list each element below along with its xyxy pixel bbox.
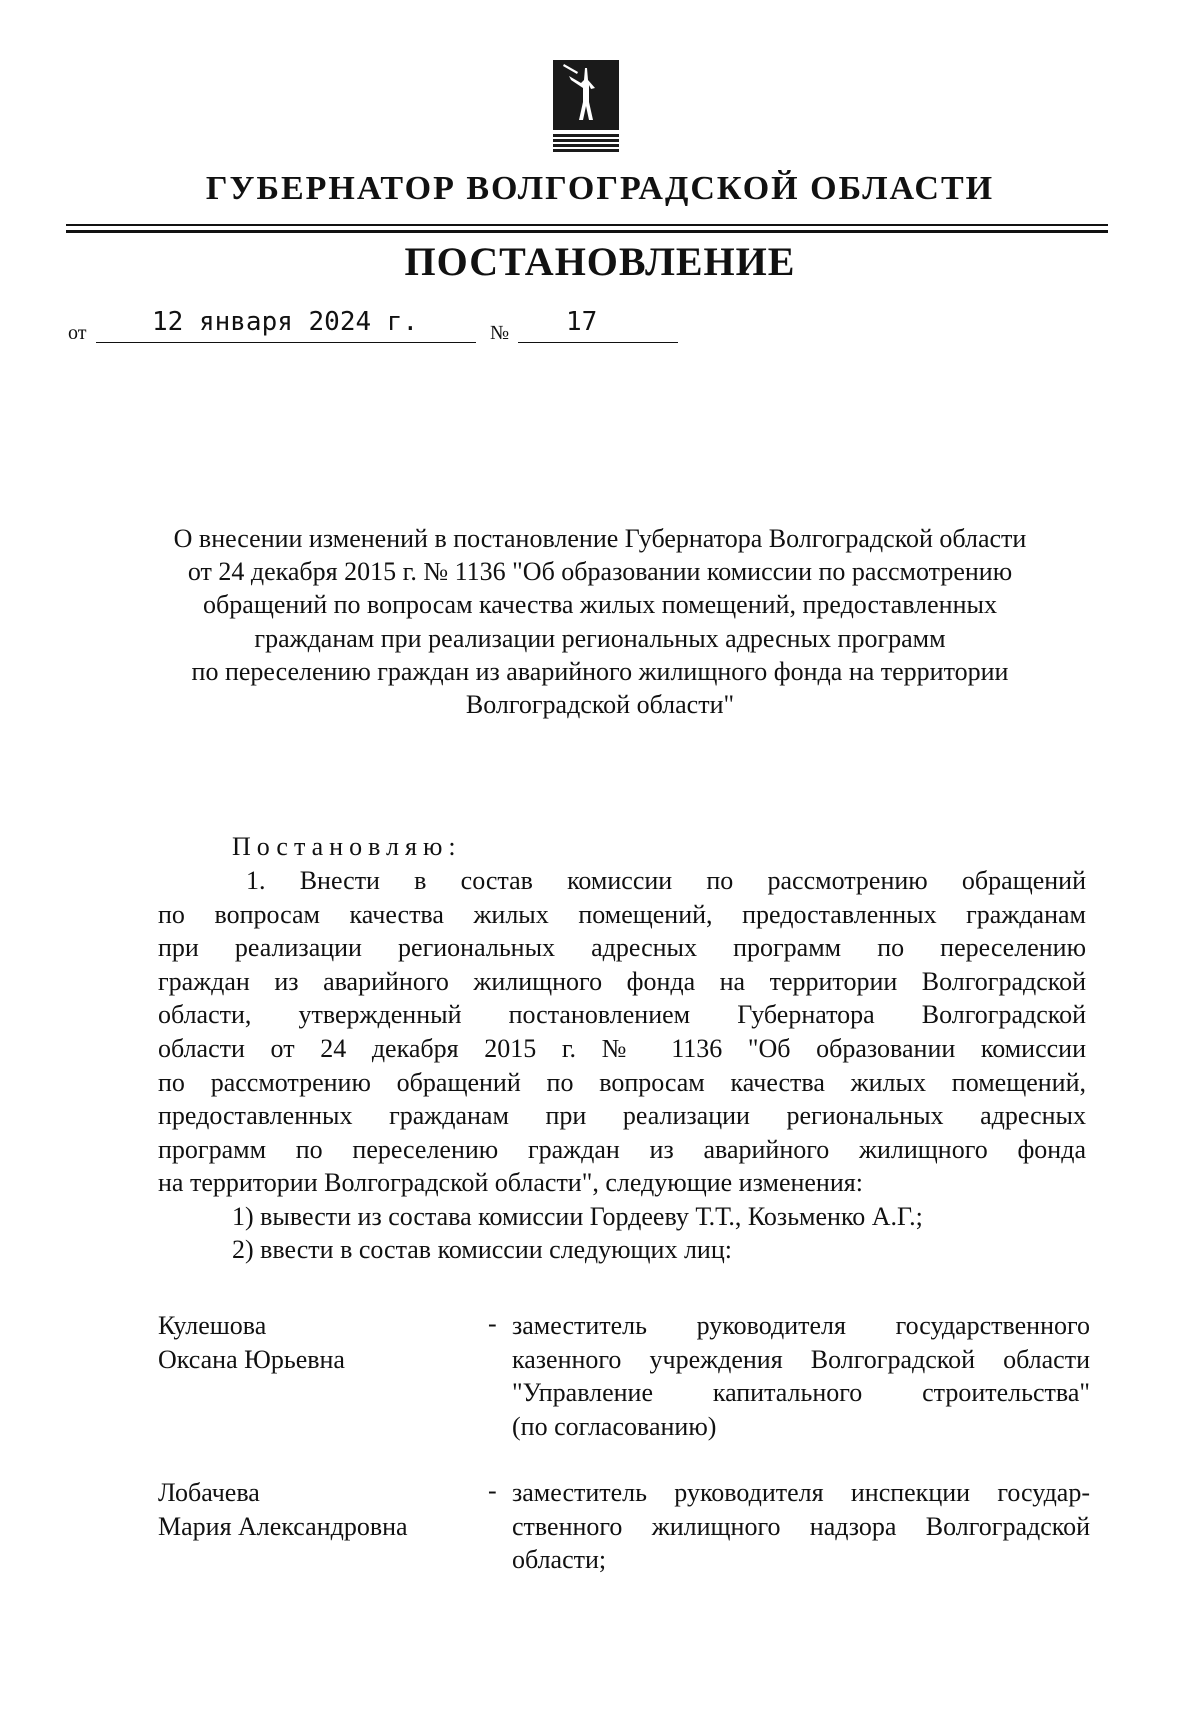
subject-line: О внесении изменений в постановление Губернатора Волгоградской области xyxy=(173,524,1027,553)
subject-line: по переселению граждан из аварийного жилищного фонда на территории xyxy=(191,656,1009,686)
position-line: "Управление капитального строительства" xyxy=(512,1378,1090,1407)
member-surname: Кулешова xyxy=(158,1311,267,1340)
position-line: заместитель руководителя государственного xyxy=(512,1311,1090,1340)
member-name xyxy=(158,1476,408,1543)
paragraph-line: по рассмотрению обращений по вопросам качества жилых помещений, xyxy=(158,1067,1086,1097)
paragraph-line: на территории Волгоградской области", следующие изменения: xyxy=(158,1168,863,1198)
member-name xyxy=(158,1309,345,1376)
paragraph-line: граждан из аварийного жилищного фонда на территории Волгоградской xyxy=(158,966,1086,996)
header-rule-thick xyxy=(66,230,1108,233)
list-dash: - xyxy=(488,1309,497,1338)
item-2: 2) ввести в состав комиссии следующих лиц: xyxy=(232,1235,732,1264)
date-prefix: от xyxy=(68,322,87,344)
subject-line: от 24 декабря 2015 г. № 1136 "Об образовании комиссии по рассмотрению xyxy=(187,557,1013,587)
paragraph-line: области от 24 декабря 2015 г. № 1136 "Об образовании комиссии xyxy=(158,1033,1086,1063)
subject-line: обращений по вопросам качества жилых помещений, предоставленных xyxy=(203,590,997,620)
paragraph-line: при реализации региональных адресных программ по переселению xyxy=(158,933,1086,963)
member-position xyxy=(512,1476,1090,1577)
volgograd-coat-of-arms-icon xyxy=(551,58,621,152)
position-line: ственного жилищного надзора Волгоградской xyxy=(512,1511,1090,1541)
member-given-names: Оксана Юрьевна xyxy=(158,1344,345,1374)
header-rule-thin xyxy=(66,224,1108,226)
issuing-authority: ГУБЕРНАТОР ВОЛГОГРАДСКОЙ ОБЛАСТИ xyxy=(205,170,995,207)
number-label: № xyxy=(490,322,510,344)
document-type: ПОСТАНОВЛЕНИЕ xyxy=(404,239,796,284)
paragraph-line: 1. Внести в состав комиссии по рассмотрению обращений xyxy=(246,866,1086,895)
member-surname: Лобачева xyxy=(158,1478,260,1507)
position-line: области; xyxy=(512,1545,607,1574)
paragraph-line: по вопросам качества жилых помещений, предоставленных гражданам xyxy=(158,899,1086,929)
paragraph-line: программ по переселению граждан из аварийного жилищного фонда xyxy=(158,1134,1086,1164)
list-dash: - xyxy=(488,1476,497,1505)
number-field xyxy=(518,306,678,343)
paragraph-line: предоставленных гражданам при реализации региональных адресных xyxy=(158,1101,1086,1131)
position-line: заместитель руководителя инспекции государ- xyxy=(512,1478,1090,1507)
document-subject xyxy=(150,522,1050,721)
item-1: 1) вывести из состава комиссии Гордееву Т.Т., Козьменко А.Г.; xyxy=(232,1202,923,1231)
document-number: 17 xyxy=(566,307,598,337)
subject-line: гражданам при реализации региональных адресных программ xyxy=(254,623,946,653)
decree-intro: Постановляю: xyxy=(232,832,462,861)
position-line: казенного учреждения Волгоградской области xyxy=(512,1344,1090,1374)
document-date: 12 января 2024 г. xyxy=(152,307,419,337)
member-given-names: Мария Александровна xyxy=(158,1511,408,1541)
paragraph-line: области, утвержденный постановлением Губернатора Волгоградской xyxy=(158,1000,1086,1030)
member-position xyxy=(512,1309,1090,1443)
paragraph-1 xyxy=(158,864,1086,1200)
position-line: (по согласованию) xyxy=(512,1411,717,1441)
subject-line: Волгоградской области" xyxy=(465,690,735,720)
